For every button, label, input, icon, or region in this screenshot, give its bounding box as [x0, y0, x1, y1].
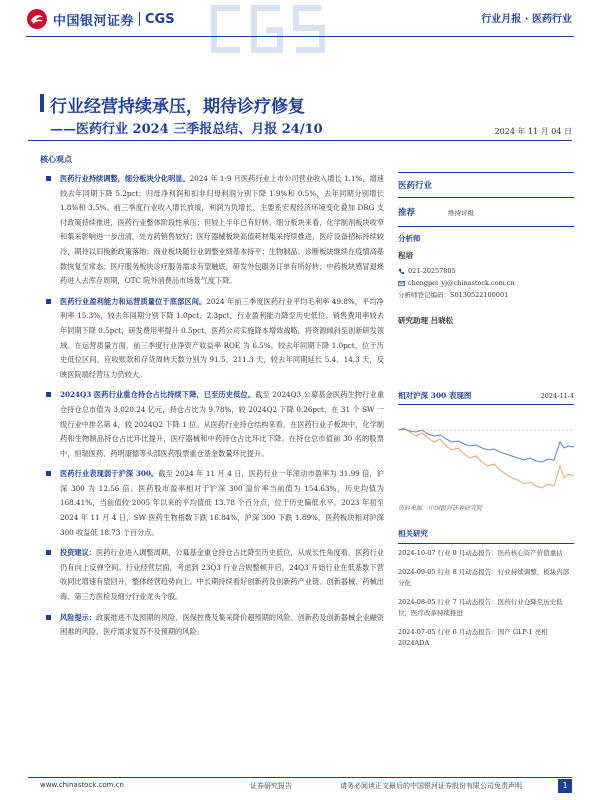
bullet-icon: [46, 299, 51, 304]
related-rule: [398, 543, 574, 544]
email-row: [398, 277, 574, 289]
paragraph-fund-holdings: [46, 388, 384, 461]
page-header: [0, 0, 600, 38]
company-logo: [26, 8, 175, 30]
paragraph-text: 政策推进不及预期的风险、医保控费及集采降价超预期的风险、创新药及创新器械企业融资困难的风险、医疗需求复苏不及预期的风险。: [60, 612, 384, 637]
chart-date: 2024-11-4: [540, 392, 574, 400]
report-subtitle: ——医药行业 2024 三季报总结、月报 24/10: [50, 122, 323, 137]
logo-text-en: CGS: [145, 11, 175, 27]
paragraph-lead: 风险提示：: [60, 612, 96, 622]
chart-title: 相对沪深 300 表现图: [398, 391, 472, 400]
related-item[interactable]: 2024-08-05 行业 7 月动态报告：医药行业仓降至历史低位，医疗改革持续推进: [398, 597, 563, 617]
analyst-cert: 分析师登记编码：S0130522100001: [398, 291, 509, 299]
report-title: 行业经营持续承压，期待诊疗修复: [50, 97, 305, 117]
paragraph-lead: 医药行业持续调整，细分板块分化明显。: [60, 174, 190, 183]
analyst-phone: 021-20257805: [408, 267, 456, 275]
paragraph-lead: 2024Q3 医药行业重仓持仓占比持续下降，已至历史低位。: [60, 390, 256, 400]
cgs-watermark: [200, 0, 340, 58]
phone-row: [398, 265, 574, 277]
research-assistant: 研究助理 吕晓松: [398, 316, 454, 325]
paragraph-text: 2024 年前三季度医药行业平均毛利率 49.8%，平均净利率 15.3%，较去年同期分别下降 1.0pct、2.3pct，行业盈利能力降至历史低位。销售费用率较去年同期下降 0.5pct，研发费用率提升 0.5pct，医药公司实施降本增效战略，将资源倾斜至创新研发领域。在运营质量方面，前三季度行业净资产收益率 ROE 为 6.5%，较去年同期下降 1.0pct，位于历史低位区间，应收账款和存货周转天数分别为 91.5、211.3 天，较去年同期延长 5.4、14.3 天，反映医院端经营压力仍较大。: [60, 296, 384, 379]
paragraph-text: 截至 2024Q3 公募基金医药生物行业重仓持仓总市值为 3,020.24 亿元，持仓占比为 9.78%，较 2024Q2 下降 0.26pct，在 31 个 SW 一级行业中排名第 4，较 2024Q2 下降 1 位。从医药行业持仓结构来看，在医药行业子板块中，化学制药和生物制品持仓占比环比提升，医疗器械和中药持仓占比环比下降。在持仓总市值前 30 名的股票中，恒瑞医药、药明康德等头部医药股票重仓基金数量环比提升。: [60, 390, 385, 458]
rating-row: [398, 206, 574, 218]
paragraph-market-performance: [46, 467, 384, 540]
chart-series-csi300: [398, 429, 574, 462]
paragraph-investment-advice: [46, 546, 384, 604]
phone-icon: [398, 268, 405, 275]
paragraph-lead: 医药行业盈利能力和运营质量位于底部区间。: [60, 296, 207, 306]
sidebar: [398, 172, 574, 326]
report-category: 行业月报 · 医药行业: [481, 14, 572, 25]
bullet-icon: [46, 615, 51, 620]
paragraph-text: 截至 2024 年 11 月 4 日，医药行业一年滚动市盈率为 31.99 倍，沪深 300 为 12.56 倍。医药股市盈率相对于沪深 300 溢价率当前值为 154.63%，历史均值为 168.41%，当前值较 2005 年以来的平均值低 13.78 个百分点，位于历史偏低水平。2023 年初至 2024 年 11 月 4 日，SW 医药生物指数下跌 16.84%，沪深 300 下跌 1.89%，医药板块相对沪深 300 收益低 18.73 个百分点。: [60, 469, 384, 537]
analyst-heading: 分析师: [398, 234, 421, 243]
analyst-email[interactable]: chengpei_yj@chinastock.com.cn: [408, 279, 515, 287]
related-item[interactable]: 2024-09-05 行业 8 月动态报告：行业持续调整，板块内部分化: [398, 567, 570, 587]
core-points-heading: 核心观点: [40, 154, 72, 164]
paragraph-risk-warning: [46, 611, 384, 640]
core-points-body: [46, 172, 384, 646]
related-heading: 相关研究: [398, 529, 428, 538]
chart-plot: [398, 408, 574, 496]
footer-doc-type: 证券研究报告: [250, 782, 292, 790]
paragraph-text: 医药行业进入调整周期，公募基金重仓持仓占比降至历史低位，从成长性角度看，医药行业仍有向上反弹空间。行业经营层面，考虑到 23Q3 行业合规整顿开启，24Q3 开始行业在低基数下营收同比增速有望回升，整体经营趋势向上。中长期持续看好创新药及创新药产业链、创新器械、药械出海、第三方医检及细分行业龙头个股。: [60, 548, 384, 602]
paragraph-profitability: [46, 295, 384, 383]
bullet-icon: [46, 471, 51, 476]
email-icon: [398, 280, 405, 287]
page-number: 1: [558, 779, 572, 793]
sidebar-rule: [398, 197, 574, 198]
title-accent-bar: [40, 94, 44, 112]
logo-mark-icon: [26, 8, 48, 30]
footer-rule: [28, 777, 572, 778]
paragraph-industry-adjustment: [46, 172, 384, 289]
logo-text-cn: 中国银河证券: [53, 13, 135, 29]
paragraph-lead: 医药行业表现弱于沪深 300。: [60, 469, 159, 479]
paragraph-text: 2024 年 1-9 月医药行业上市公司营业收入增长 1.1%，增速较去年同期下降 5.2pct；归母净利润和扣非归母利润分别下降 1.9%和 0.5%，去年同期分别增长 1.8%和 3.5%。前三季度行业收入增长放缓，利润为负增长，主要系宏观经济环境变化叠加 DRG 支付政策持续推进，医药行业整体阶段性承压；但较上半年已有好转。细分板块来看，化学制剂板块收窄和集采影响进一步出清，处方药销售较好；医疗器械板块高值耗材集采持续推进，医疗设备招标持续较冷，期待以旧换新政策落地；商业板块随行业调整业绩基本持平；生物制品、诊断板块继续在疫情高基数恢复至常态；医疗服务板块诊疗服务需求有望触底，研发外包服务订单有所好转；中药板块感冒退烧药进入去库存周期，OTC 院外消费品市场景气度下降。: [60, 174, 384, 286]
sidebar-industry: 医药行业: [398, 181, 433, 191]
sidebar-rule: [398, 226, 574, 227]
logo-divider: [139, 12, 140, 26]
title-rule: [28, 140, 572, 141]
bullet-icon: [46, 392, 51, 397]
analyst-name: 程培: [398, 251, 413, 260]
related-item[interactable]: 2024-10-07 行业 9 月动态报告：医药核心资产价值重估: [398, 549, 563, 557]
footer-site[interactable]: www.chinastock.com.cn: [40, 781, 124, 789]
relative-performance-chart: [398, 390, 574, 657]
rating-label: 推荐: [398, 208, 416, 218]
bullet-icon: [46, 550, 51, 555]
rating-value: 维持评级: [448, 209, 474, 217]
related-item[interactable]: 2024-07-05 行业 6 月动态报告：国产 GLP-1 亮相 2024ADA: [398, 627, 548, 647]
chart-header: [398, 390, 574, 401]
chart-rule: [398, 404, 574, 405]
report-date: 2024 年 11 月 04 日: [494, 127, 572, 136]
footer-disclaimer: 请务必阅读正文最后的中国银河证券股份有限公司免责声明: [340, 782, 522, 790]
header-rule: [26, 36, 574, 37]
paragraph-lead: 投资建议：: [60, 548, 96, 558]
bullet-icon: [46, 176, 51, 181]
related-list: [398, 548, 574, 650]
sidebar-rule: [398, 172, 574, 173]
chart-series-industry: [398, 428, 574, 488]
chart-source: 资料来源：中国银河证券研究院: [398, 505, 483, 512]
